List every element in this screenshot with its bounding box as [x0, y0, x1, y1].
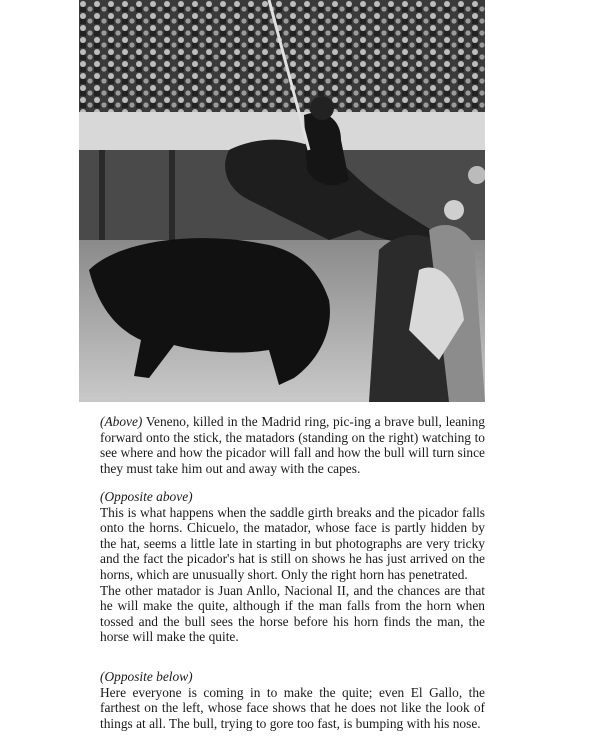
caption-above-lead: (Above) — [100, 414, 143, 429]
caption-above-text: Veneno, killed in the Madrid ring, pic-ing a brave bull, leaning forward onto the stick, the matadors (standing on the right) watching to see where and how the picador will fall and how the bull will turn since they must take him out and away with the capes. — [100, 414, 485, 476]
caption-opposite-above-paragraph-1: This is what happens when the saddle girth breaks and the picador falls onto the horns. Chicuelo, the matador, whose face is partly hidden by the hat, seems a little late in starting in but photographs are very tricky and the fact the picador's hat is still on shows he has just arrived on the horns, which are unusually short. Only the right horn has penetrated. — [100, 504, 485, 582]
bullfight-photograph — [79, 0, 485, 402]
caption-opposite-below-paragraph-1: Here everyone is coming in to make the quite; even El Gallo, the farthest on the left, whose face shows that he does not like the look of things at all. The bull, trying to gore too fast, is bumping with his nose. — [100, 684, 485, 731]
caption-opposite-above-paragraph-2: The other matador is Juan Anllo, Nacional II, and the chances are that he will make the quite, although if the man falls from the horn when tossed and the bull sees the horse before his horn finds the man, the horse will make the quite. — [100, 582, 485, 645]
caption-opposite-below — [100, 669, 485, 731]
caption-opposite-above-heading: (Opposite above) — [100, 489, 193, 504]
caption-opposite-above — [100, 489, 485, 645]
caption-above — [100, 414, 485, 476]
caption-above-paragraph — [100, 414, 485, 476]
caption-opposite-below-heading: (Opposite below) — [100, 669, 193, 684]
